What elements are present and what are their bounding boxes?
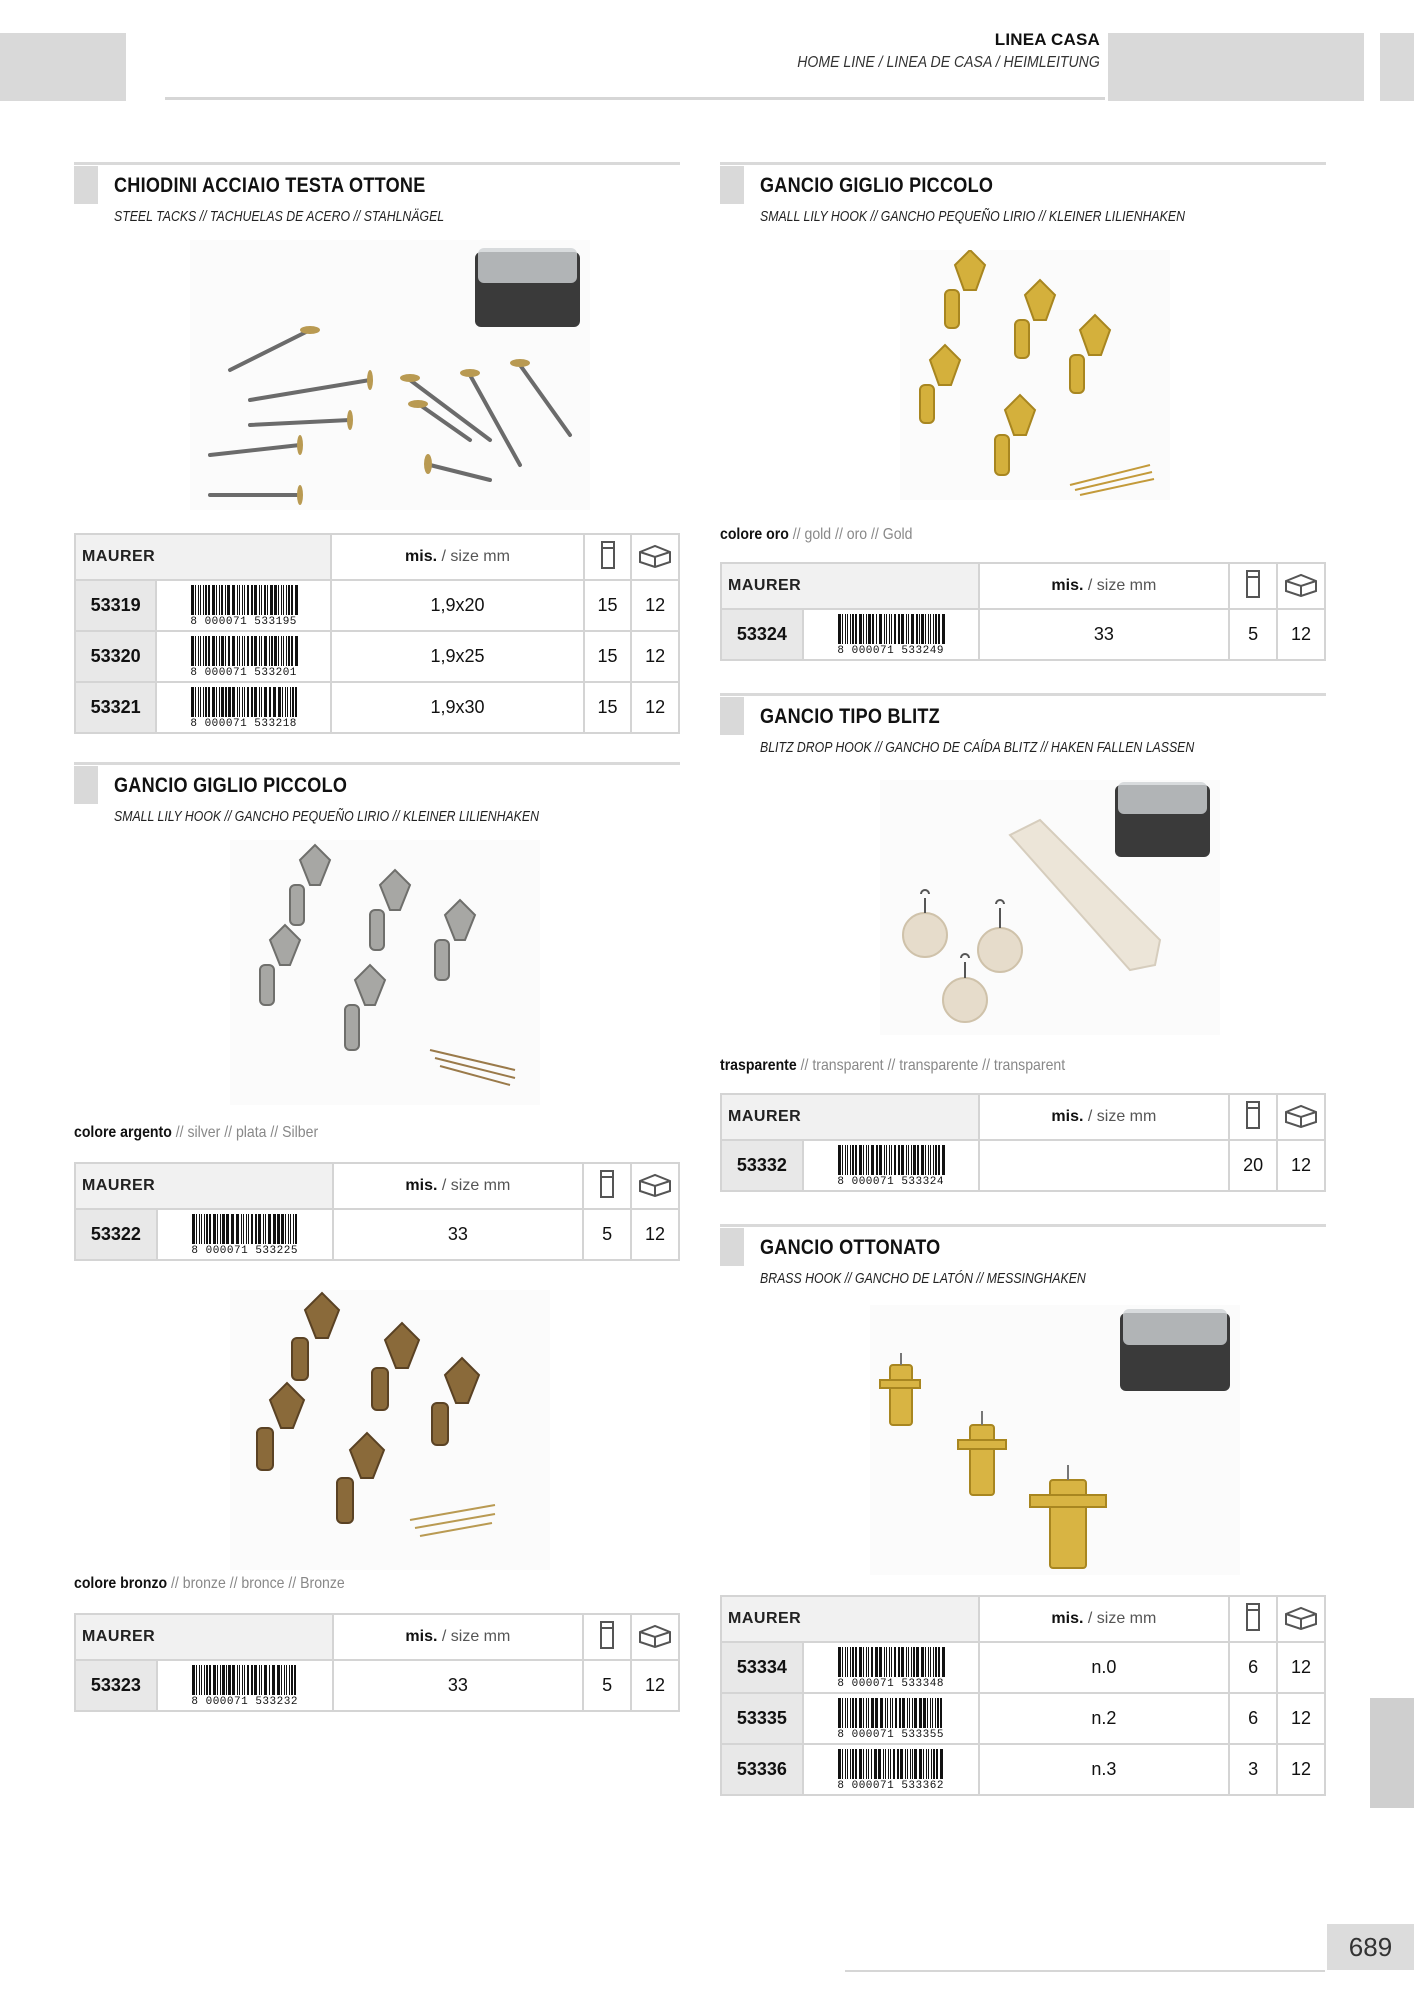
color-name: trasparente — [720, 1057, 797, 1074]
barcode-number: 8 000071 533355 — [837, 1729, 944, 1741]
barcode — [156, 631, 331, 682]
barcode-number: 8 000071 533225 — [191, 1245, 298, 1257]
section-rule — [720, 1224, 1326, 1227]
pack-header — [583, 1614, 631, 1660]
product-table-lily-gold — [720, 562, 1326, 661]
box-header — [1277, 563, 1325, 609]
table-row — [721, 1744, 1325, 1795]
header-block-edge — [1380, 33, 1414, 101]
section-marker — [720, 1228, 744, 1266]
section-title: GANCIO TIPO BLITZ — [760, 705, 940, 728]
box-header — [1277, 1596, 1325, 1642]
product-image-lily-silver — [230, 840, 540, 1105]
barcode-number: 8 000071 533362 — [837, 1780, 944, 1792]
color-note-bronze — [74, 1575, 345, 1593]
pack-value: 20 — [1229, 1140, 1277, 1191]
section-steel-tacks — [74, 162, 680, 225]
box-value: 12 — [1277, 1140, 1325, 1191]
section-subtitle: SMALL LILY HOOK // GANCHO PEQUEÑO LIRIO // KLEINER LILIENHAKEN — [114, 808, 539, 825]
pack-header — [583, 1163, 631, 1209]
section-subtitle: STEEL TACKS // TACHUELAS DE ACERO // STAHLNÄGEL — [114, 208, 445, 225]
header-rule — [165, 97, 1105, 100]
size-header: mis. / size mm — [979, 1596, 1230, 1642]
section-lily-hook-gold — [720, 162, 1326, 225]
box-icon — [1283, 1604, 1319, 1635]
pack-value: 15 — [584, 631, 631, 682]
table-header-row — [721, 1094, 1325, 1140]
table-row — [75, 682, 679, 733]
color-note-transparent — [720, 1057, 1065, 1075]
barcode-bars — [186, 1214, 304, 1244]
barcode-bars — [832, 1647, 950, 1677]
size-value: 33 — [333, 1660, 584, 1711]
barcode-number: 8 000071 533232 — [191, 1696, 298, 1708]
size-value: 1,9x30 — [331, 682, 584, 733]
barcode-bars — [185, 687, 303, 717]
table-row — [721, 609, 1325, 660]
color-translations: // gold // oro // Gold — [788, 526, 913, 543]
barcode-bars — [185, 585, 303, 615]
box-value: 12 — [631, 631, 679, 682]
color-translations: // bronze // bronce // Bronze — [167, 1575, 345, 1592]
header-title: LINEA CASA — [994, 30, 1100, 49]
size-header: mis. / size mm — [331, 534, 584, 580]
lily-bronze-illustration — [230, 1290, 550, 1570]
barcode-bars — [832, 1698, 950, 1728]
section-rule — [74, 162, 680, 165]
side-tab — [1370, 1698, 1414, 1808]
pack-value: 6 — [1229, 1642, 1277, 1693]
barcode-bars — [832, 1145, 950, 1175]
single-package-icon — [1245, 1602, 1261, 1637]
header-subtitle: HOME LINE / LINEA DE CASA / HEIMLEITUNG — [797, 54, 1100, 71]
barcode — [157, 1660, 333, 1711]
table-row — [75, 631, 679, 682]
color-name: colore bronzo — [74, 1575, 168, 1592]
table-row — [721, 1140, 1325, 1191]
box-header — [1277, 1094, 1325, 1140]
pack-header — [1229, 563, 1277, 609]
barcode — [803, 1744, 979, 1795]
barcode-number: 8 000071 533348 — [837, 1678, 944, 1690]
product-code: 53336 — [721, 1744, 803, 1795]
box-value: 12 — [1277, 1744, 1325, 1795]
table-row — [75, 580, 679, 631]
box-icon — [637, 1622, 673, 1653]
brand-logo: MAURER — [75, 1614, 333, 1660]
box-header — [631, 1614, 679, 1660]
box-value: 12 — [631, 682, 679, 733]
barcode-number: 8 000071 533324 — [837, 1176, 944, 1188]
footer-rule — [845, 1970, 1325, 1972]
product-table-steel-tacks — [74, 533, 680, 734]
size-value: 1,9x25 — [331, 631, 584, 682]
section-subtitle: BRASS HOOK // GANCHO DE LATÓN // MESSINGHAKEN — [760, 1270, 1086, 1287]
product-code: 53323 — [75, 1660, 157, 1711]
barcode — [157, 1209, 333, 1260]
product-code: 53334 — [721, 1642, 803, 1693]
size-value: 1,9x20 — [331, 580, 584, 631]
product-image-brass-hook — [870, 1305, 1240, 1575]
section-title: GANCIO GIGLIO PICCOLO — [114, 774, 348, 797]
product-code: 53322 — [75, 1209, 157, 1260]
color-name: colore argento — [74, 1124, 172, 1141]
product-table-brass-hook — [720, 1595, 1326, 1796]
table-row — [75, 1209, 679, 1260]
steel-tacks-illustration — [190, 240, 590, 510]
size-value: n.0 — [979, 1642, 1230, 1693]
box-icon — [637, 1171, 673, 1202]
barcode — [156, 580, 331, 631]
box-value: 12 — [631, 580, 679, 631]
brass-hook-illustration — [870, 1305, 1240, 1575]
product-image-blitz — [880, 780, 1220, 1035]
size-value: 33 — [979, 609, 1230, 660]
section-lily-hook-silver — [74, 762, 680, 825]
barcode-number: 8 000071 533195 — [190, 616, 297, 628]
barcode — [803, 1693, 979, 1744]
barcode-bars — [185, 636, 303, 666]
barcode — [803, 1642, 979, 1693]
box-value: 12 — [1277, 1642, 1325, 1693]
section-marker — [74, 166, 98, 204]
table-header-row — [75, 534, 679, 580]
section-brass-hook — [720, 1224, 1326, 1287]
header-title-block — [756, 30, 1100, 72]
size-header: mis. / size mm — [333, 1614, 584, 1660]
pack-header — [584, 534, 631, 580]
barcode-bars — [186, 1665, 304, 1695]
table-header-row — [75, 1614, 679, 1660]
section-subtitle: BLITZ DROP HOOK // GANCHO DE CAÍDA BLITZ // HAKEN FALLEN LASSEN — [760, 739, 1195, 756]
color-note-silver — [74, 1124, 318, 1142]
product-table-lily-bronze — [74, 1613, 680, 1712]
box-value: 12 — [631, 1209, 679, 1260]
box-icon — [637, 542, 673, 573]
barcode-number: 8 000071 533201 — [190, 667, 297, 679]
brand-logo: MAURER — [721, 1596, 979, 1642]
box-value: 12 — [1277, 1693, 1325, 1744]
barcode-bars — [832, 1749, 950, 1779]
single-package-icon — [600, 540, 616, 575]
product-image-lily-gold — [900, 250, 1170, 500]
pack-value: 6 — [1229, 1693, 1277, 1744]
box-icon — [1283, 571, 1319, 602]
color-translations: // silver // plata // Silber — [171, 1124, 319, 1141]
section-rule — [720, 693, 1326, 696]
color-translations: // transparent // transparente // transparent — [796, 1057, 1066, 1074]
section-title: GANCIO OTTONATO — [760, 1236, 941, 1259]
table-header-row — [75, 1163, 679, 1209]
header-block-right — [1108, 33, 1364, 101]
brand-logo: MAURER — [75, 534, 331, 580]
pack-value: 5 — [583, 1660, 631, 1711]
size-value: n.3 — [979, 1744, 1230, 1795]
section-blitz-hook — [720, 693, 1326, 756]
table-row — [721, 1642, 1325, 1693]
brand-logo: MAURER — [721, 1094, 979, 1140]
barcode-bars — [832, 614, 950, 644]
size-header: mis. / size mm — [979, 1094, 1230, 1140]
size-value — [979, 1140, 1230, 1191]
table-row — [721, 1693, 1325, 1744]
color-name: colore oro — [720, 526, 789, 543]
pack-value: 5 — [583, 1209, 631, 1260]
section-marker — [74, 766, 98, 804]
size-value: n.2 — [979, 1693, 1230, 1744]
barcode-number: 8 000071 533249 — [837, 645, 944, 657]
pack-value: 15 — [584, 580, 631, 631]
section-rule — [720, 162, 1326, 165]
section-subtitle: SMALL LILY HOOK // GANCHO PEQUEÑO LIRIO // KLEINER LILIENHAKEN — [760, 208, 1185, 225]
product-code: 53324 — [721, 609, 803, 660]
pack-header — [1229, 1094, 1277, 1140]
barcode — [156, 682, 331, 733]
brand-logo: MAURER — [721, 563, 979, 609]
pack-value: 15 — [584, 682, 631, 733]
box-value: 12 — [1277, 609, 1325, 660]
size-value: 33 — [333, 1209, 584, 1260]
box-icon — [1283, 1102, 1319, 1133]
barcode-number: 8 000071 533218 — [190, 718, 297, 730]
page-number: 689 — [1327, 1924, 1414, 1970]
table-row — [75, 1660, 679, 1711]
product-table-blitz — [720, 1093, 1326, 1192]
single-package-icon — [1245, 569, 1261, 604]
lily-gold-illustration — [900, 250, 1170, 500]
single-package-icon — [1245, 1100, 1261, 1135]
barcode — [803, 1140, 979, 1191]
size-header: mis. / size mm — [333, 1163, 584, 1209]
box-value: 12 — [631, 1660, 679, 1711]
table-header-row — [721, 1596, 1325, 1642]
product-code: 53319 — [75, 580, 156, 631]
section-title: GANCIO GIGLIO PICCOLO — [760, 174, 994, 197]
section-marker — [720, 697, 744, 735]
brand-logo: MAURER — [75, 1163, 333, 1209]
size-header: mis. / size mm — [979, 563, 1230, 609]
product-table-lily-silver — [74, 1162, 680, 1261]
header-block-left — [0, 33, 126, 101]
product-image-lily-bronze — [230, 1290, 550, 1570]
product-code: 53335 — [721, 1693, 803, 1744]
box-header — [631, 534, 679, 580]
lily-silver-illustration — [230, 840, 540, 1105]
section-rule — [74, 762, 680, 765]
product-code: 53332 — [721, 1140, 803, 1191]
table-header-row — [721, 563, 1325, 609]
single-package-icon — [599, 1169, 615, 1204]
section-title: CHIODINI ACCIAIO TESTA OTTONE — [114, 174, 426, 197]
barcode — [803, 609, 979, 660]
product-image-steel-tacks — [190, 240, 590, 510]
product-code: 53321 — [75, 682, 156, 733]
pack-value: 5 — [1229, 609, 1277, 660]
blitz-hook-illustration — [880, 780, 1220, 1035]
single-package-icon — [599, 1620, 615, 1655]
color-note-gold — [720, 526, 913, 544]
pack-value: 3 — [1229, 1744, 1277, 1795]
box-header — [631, 1163, 679, 1209]
pack-header — [1229, 1596, 1277, 1642]
section-marker — [720, 166, 744, 204]
product-code: 53320 — [75, 631, 156, 682]
